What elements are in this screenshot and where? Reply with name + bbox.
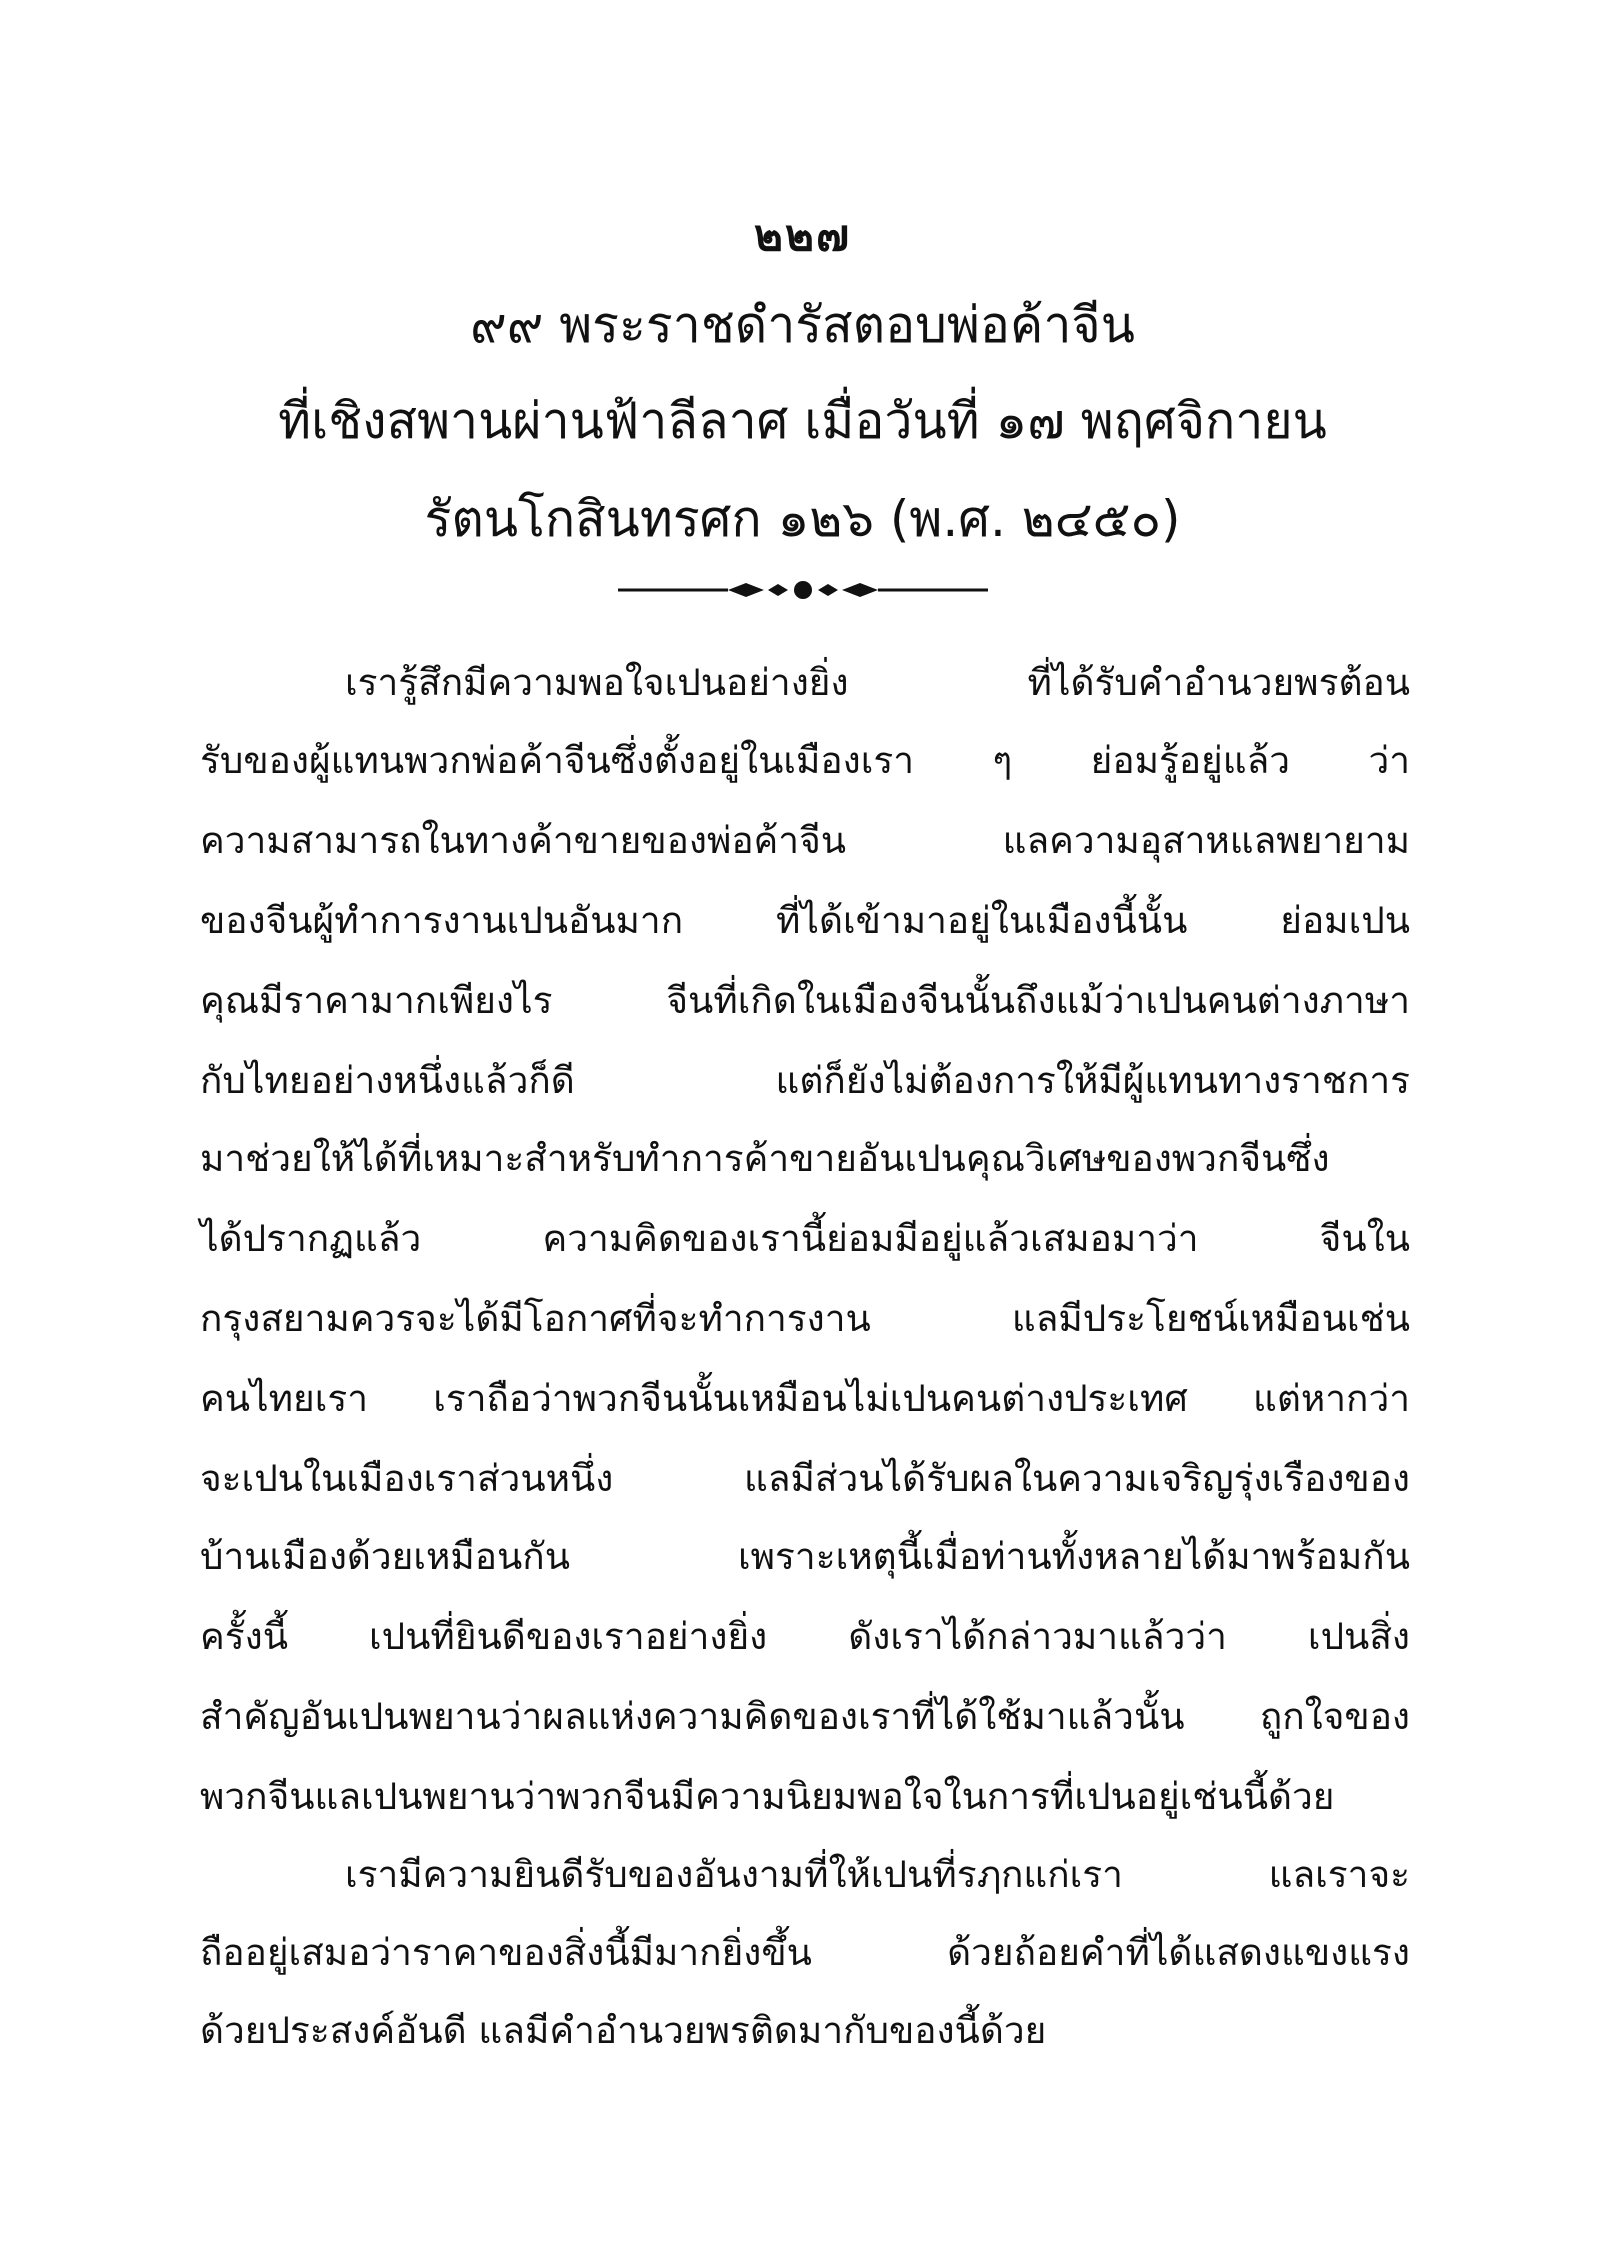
body-line: เรารู้สึกมีความพอใจเปนอย่างยิ่ง ที่ได้รับคำอำนวยพรต้อน bbox=[345, 661, 1410, 704]
body-line: เรามีความยินดีรับของอันงามที่ให้เปนที่รฦกแก่เรา แลเราจะ bbox=[345, 1853, 1410, 1896]
body-line: สำคัญอันเปนพยานว่าผลแห่งความคิดของเราที่ได้ใช้มาแล้วนั้น ถูกใจของ bbox=[200, 1695, 1410, 1738]
body-line: ของจีนผู้ทำการงานเปนอันมาก ที่ได้เข้ามาอยู่ในเมืองนี้นั้น ย่อมเปน bbox=[200, 899, 1410, 942]
page-number: ๒๒๗ bbox=[753, 210, 852, 261]
body-line: ด้วยประสงค์อันดี แลมีคำอำนวยพรติดมากับของนี้ด้วย bbox=[200, 2009, 1047, 2052]
body-line: รับของผู้แทนพวกพ่อค้าจีนซึ่งตั้งอยู่ในเมืองเรา ๆ ย่อมรู้อยู่แล้ว ว่า bbox=[200, 739, 1410, 782]
body-line: มาช่วยให้ได้ที่เหมาะสำหรับทำการค้าขายอันเปนคุณวิเศษของพวกจีนซึ่ง bbox=[200, 1137, 1330, 1180]
ornament-divider bbox=[618, 572, 988, 608]
body-line: คนไทยเรา เราถือว่าพวกจีนนั้นเหมือนไม่เปนคนต่างประเทศ แต่หากว่า bbox=[200, 1377, 1410, 1420]
title-line-2: ที่เชิงสพานผ่านฟ้าลีลาศ เมื่อวันที่ ๑๗ พฤศจิกายน bbox=[278, 392, 1327, 450]
body-line: ถืออยู่เสมอว่าราคาของสิ่งนี้มีมากยิ่งขึ้น ด้วยถ้อยคำที่ได้แสดงแขงแรง bbox=[200, 1931, 1410, 1974]
body-line: จะเปนในเมืองเราส่วนหนึ่ง แลมีส่วนได้รับผลในความเจริญรุ่งเรืองของ bbox=[200, 1457, 1410, 1500]
body-line: บ้านเมืองด้วยเหมือนกัน เพราะเหตุนี้เมื่อท่านทั้งหลายได้มาพร้อมกัน bbox=[200, 1535, 1410, 1578]
body-line: พวกจีนแลเปนพยานว่าพวกจีนมีความนิยมพอใจในการที่เปนอยู่เช่นนี้ด้วย bbox=[200, 1775, 1335, 1818]
title-line-3: รัตนโกสินทรศก ๑๒๖ (พ.ศ. ๒๔๕๐) bbox=[424, 490, 1181, 548]
body-line: กรุงสยามควรจะได้มีโอกาศที่จะทำการงาน แลมีประโยชน์เหมือนเช่น bbox=[200, 1297, 1410, 1340]
body-line: ความสามารถในทางค้าขายของพ่อค้าจีน แลความอุสาหแลพยายาม bbox=[200, 819, 1410, 862]
body-line: กับไทยอย่างหนึ่งแล้วก็ดี แต่ก็ยังไม่ต้องการให้มีผู้แทนทางราชการ bbox=[200, 1059, 1410, 1102]
body-line: ครั้งนี้ เปนที่ยินดีของเราอย่างยิ่ง ดังเราได้กล่าวมาแล้วว่า เปนสิ่ง bbox=[200, 1615, 1410, 1658]
body-line: คุณมีราคามากเพียงไร จีนที่เกิดในเมืองจีนนั้นถึงแม้ว่าเปนคนต่างภาษา bbox=[200, 979, 1410, 1022]
body-line: ได้ปรากฏแล้ว ความคิดของเรานี้ย่อมมีอยู่แล้วเสมอมาว่า จีนใน bbox=[200, 1217, 1410, 1260]
title-line-1: ๙๙ พระราชดำรัสตอบพ่อค้าจีน bbox=[470, 296, 1135, 354]
